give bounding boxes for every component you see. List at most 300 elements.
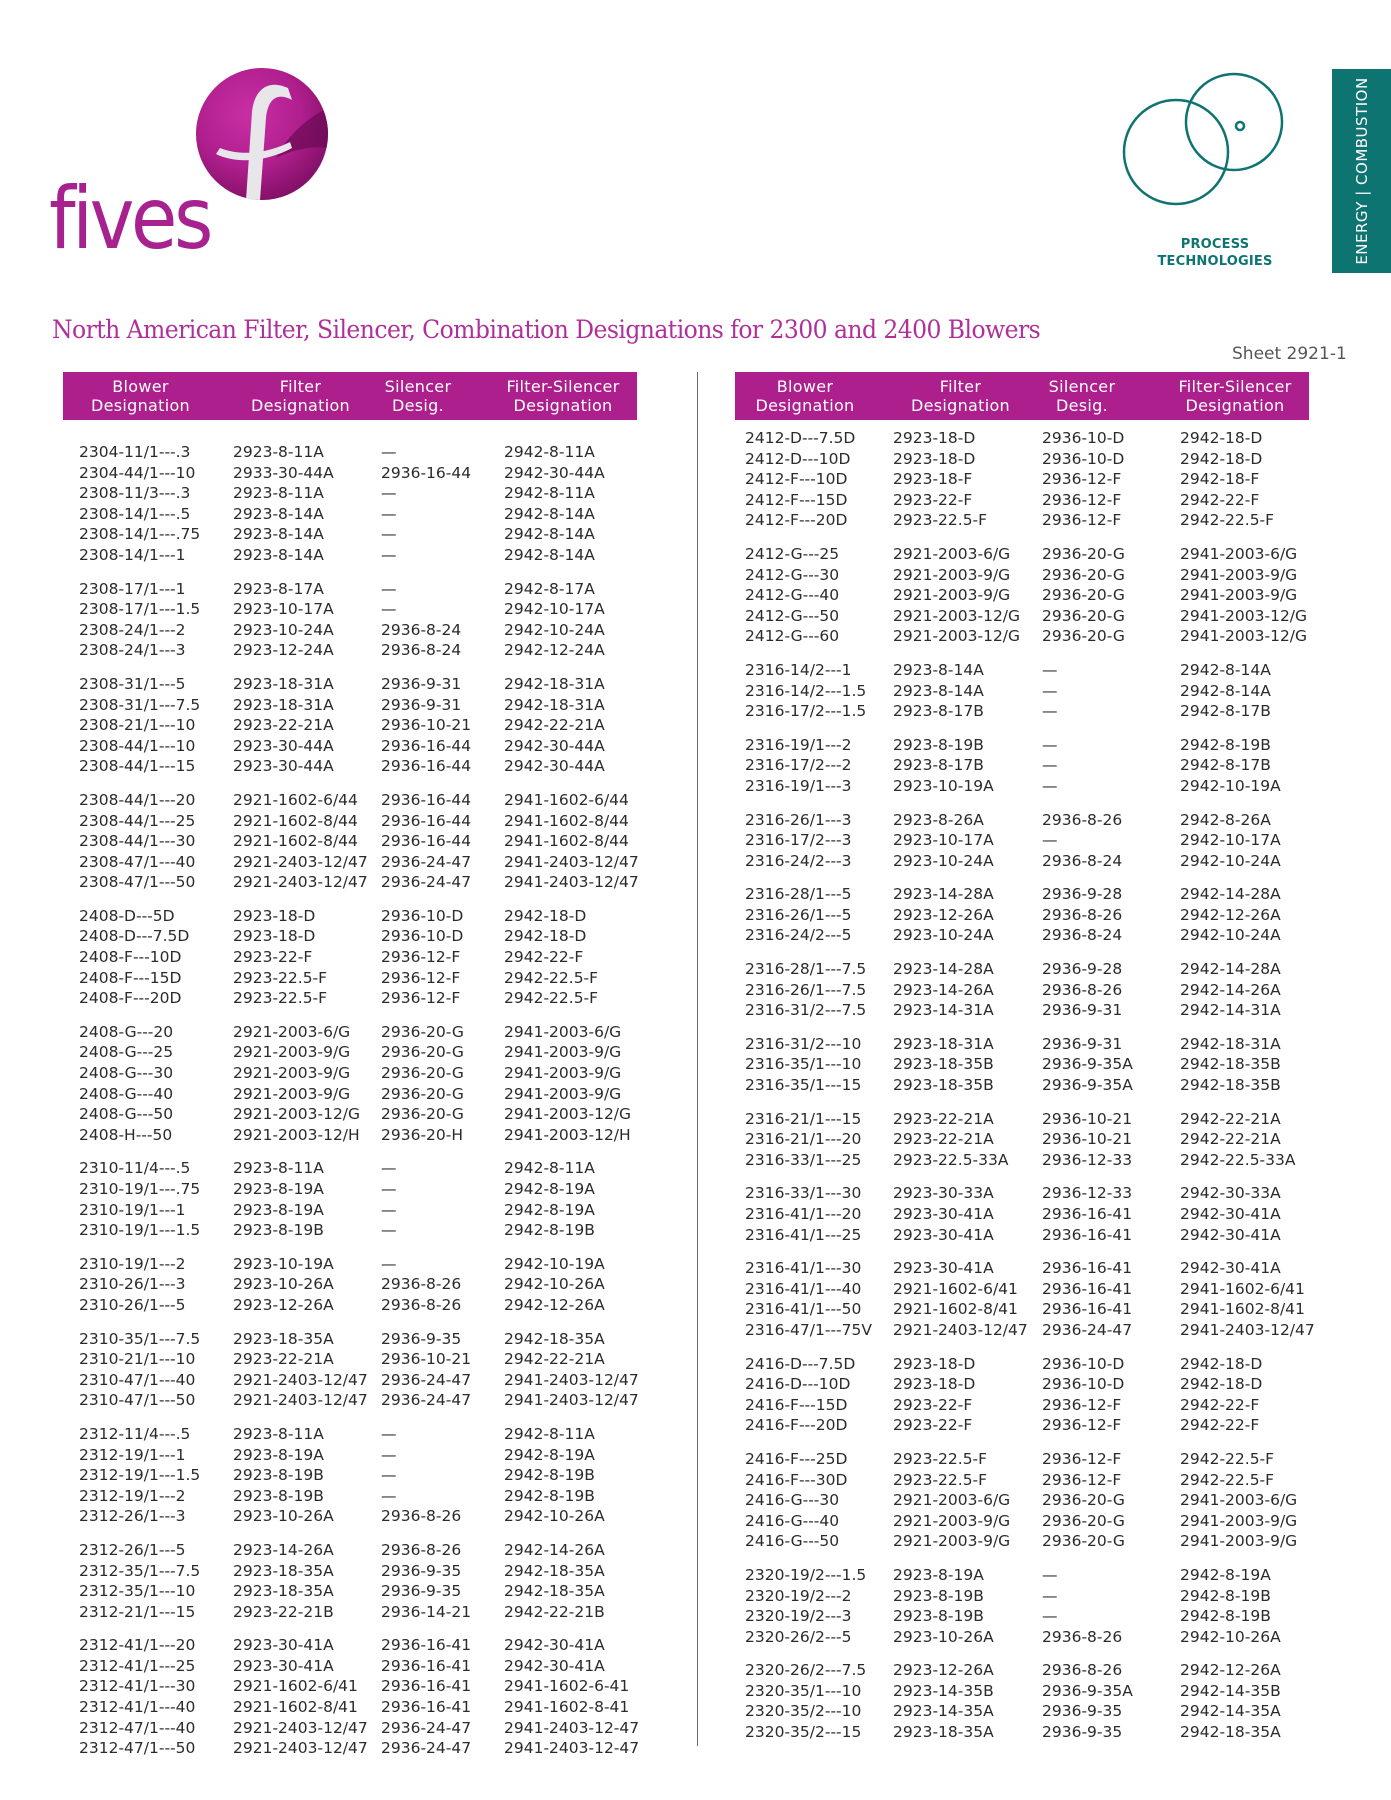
table-row xyxy=(63,926,637,947)
blower-designation-cell: 2312-11/4---.5 xyxy=(79,1424,191,1443)
table-row xyxy=(735,1395,1309,1416)
table-row xyxy=(735,428,1309,449)
filter-designation-cell: 2923-10-19A xyxy=(233,1254,334,1273)
silencer-designation-cell: 2936-9-35A xyxy=(1042,1681,1133,1700)
table-row xyxy=(63,1718,640,1739)
filter-silencer-designation-cell: 2942-14-28A xyxy=(1180,960,1281,979)
silencer-designation-cell: 2936-20-G xyxy=(1042,544,1125,563)
row-group xyxy=(63,1424,637,1527)
filter-silencer-designation-cell: 2941-1602-8/41 xyxy=(1180,1300,1305,1319)
filter-designation-cell: 2923-30-41A xyxy=(233,1636,334,1655)
blower-designation-cell: 2316-19/1---3 xyxy=(745,776,852,795)
filter-designation-cell: 2921-2403-12/47 xyxy=(233,1370,368,1389)
filter-silencer-designation-cell: 2942-14-31A xyxy=(1180,1001,1281,1020)
silencer-designation-cell: 2936-9-28 xyxy=(1042,885,1123,904)
silencer-designation-cell: 2936-9-35 xyxy=(1042,1723,1123,1742)
silencer-designation-cell: 2936-20-G xyxy=(381,1105,464,1124)
energy-combustion-tab xyxy=(1332,69,1391,273)
filter-designation-cell: 2923-8-19A xyxy=(233,1180,324,1198)
row-group xyxy=(735,1354,1309,1436)
filter-silencer-designation-cell: 2942-18-D xyxy=(1180,1375,1263,1394)
blower-designation-cell: 2412-G---40 xyxy=(745,586,840,605)
blower-designation-cell: 2312-26/1---5 xyxy=(79,1540,186,1559)
silencer-designation-cell: 2936-24-47 xyxy=(381,873,472,892)
row-group xyxy=(63,1254,637,1316)
blower-designation-cell: 2310-19/1---1 xyxy=(79,1200,186,1219)
blower-designation-cell: 2412-F---10D xyxy=(745,470,848,489)
table-row xyxy=(63,1506,637,1527)
filter-designation-cell: 2921-2403-12/47 xyxy=(893,1320,1028,1339)
silencer-designation-cell: 2936-24-47 xyxy=(381,1718,472,1737)
table-row xyxy=(63,1697,637,1718)
filter-designation-cell: 2923-10-24A xyxy=(893,926,994,945)
filter-designation-cell: 2923-10-26A xyxy=(233,1275,334,1294)
filter-silencer-designation-cell: 2942-22-21A xyxy=(1180,1130,1281,1149)
blower-designation-cell: 2308-44/1---20 xyxy=(79,790,196,809)
blower-designation-cell: 2316-26/1---5 xyxy=(745,905,852,924)
silencer-designation-cell: 2936-10-D xyxy=(1042,429,1125,447)
silencer-designation-cell: 2936-20-G xyxy=(381,1043,464,1062)
process-technologies-circles-icon xyxy=(1120,70,1310,230)
silencer-designation-cell: 2936-16-44 xyxy=(381,790,472,809)
blower-designation-cell: 2310-21/1---10 xyxy=(79,1350,196,1369)
filter-silencer-designation-cell: 2942-8-19B xyxy=(1180,1607,1271,1626)
blower-designation-cell: 2316-21/1---20 xyxy=(745,1130,862,1149)
blower-designation-cell: 2412-G---60 xyxy=(745,627,840,646)
blower-designation-cell: 2316-17/2---1.5 xyxy=(745,702,867,721)
table-header xyxy=(63,372,637,420)
table-row xyxy=(735,884,1309,905)
silencer-designation-cell: 2936-8-26 xyxy=(1042,1661,1123,1680)
blower-designation-cell: 2308-44/1---10 xyxy=(79,736,196,755)
filter-designation-cell: 2923-30-33A xyxy=(893,1184,994,1203)
table-row xyxy=(63,1295,637,1316)
silencer-designation-cell: — xyxy=(381,1200,397,1219)
table-row xyxy=(735,1320,1315,1341)
filter-silencer-designation-cell: 2942-18-31A xyxy=(1180,1034,1281,1053)
filter-designation-cell: 2921-1602-8/41 xyxy=(893,1300,1018,1319)
table-row xyxy=(63,1486,637,1507)
blower-designation-cell: 2308-47/1---50 xyxy=(79,873,196,892)
silencer-designation-cell: 2936-12-33 xyxy=(1042,1150,1133,1169)
filter-silencer-designation-cell: 2942-10-19A xyxy=(1180,776,1281,795)
filter-designation-cell: 2921-1602-6/44 xyxy=(233,790,358,809)
filter-silencer-designation-cell: 2941-2003-9/G xyxy=(504,1043,622,1062)
blower-designation-cell: 2308-44/1---30 xyxy=(79,832,196,851)
filter-silencer-designation-cell: 2942-22.5-F xyxy=(1180,511,1275,530)
filter-designation-cell: 2923-18-31A xyxy=(233,695,334,714)
filter-silencer-designation-cell: 2941-2403-12/47 xyxy=(504,1370,639,1389)
filter-silencer-designation-cell: 2941-2003-12/G xyxy=(504,1105,632,1124)
filter-designation-cell: 2923-18-35A xyxy=(893,1723,994,1742)
silencer-designation-cell: 2936-8-26 xyxy=(1042,980,1123,999)
filter-designation-cell: 2923-8-19B xyxy=(893,1586,984,1605)
silencer-designation-cell: — xyxy=(1042,681,1058,700)
silencer-designation-cell: — xyxy=(381,1466,397,1485)
filter-silencer-designation-cell: 2942-8-17B xyxy=(1180,756,1271,775)
filter-designation-cell: 2923-18-35A xyxy=(233,1329,334,1348)
table-row xyxy=(63,483,637,504)
filter-silencer-designation-cell: 2942-18-35B xyxy=(1180,1055,1281,1074)
silencer-designation-cell: 2936-10-D xyxy=(381,927,464,946)
blower-designation-cell: 2316-21/1---15 xyxy=(745,1109,862,1128)
filter-designation-cell: 2923-8-17B xyxy=(893,702,984,721)
filter-designation-cell: 2923-12-26A xyxy=(233,1295,334,1314)
table-row xyxy=(735,1531,1309,1552)
table-row xyxy=(735,1075,1309,1096)
table-row xyxy=(735,585,1309,606)
blower-designation-cell: 2408-G---20 xyxy=(79,1022,174,1041)
filter-designation-cell: 2923-8-11A xyxy=(233,1424,324,1443)
filter-designation-cell: 2923-18-35B xyxy=(893,1055,994,1074)
blower-designation-cell: 2316-35/1---10 xyxy=(745,1055,862,1074)
filter-designation-cell: 2923-8-19B xyxy=(233,1466,324,1485)
filter-silencer-designation-cell: 2942-18-35B xyxy=(1180,1076,1281,1095)
silencer-designation-cell: 2936-16-41 xyxy=(381,1656,472,1675)
blower-designation-cell: 2316-31/2---10 xyxy=(745,1034,862,1053)
filter-designation-cell: 2923-22-F xyxy=(893,490,973,509)
filter-silencer-designation-cell: 2941-1602-6/41 xyxy=(1180,1279,1305,1298)
table-row xyxy=(63,599,637,620)
filter-designation-cell: 2923-18-D xyxy=(233,906,316,925)
blower-designation-cell: 2416-D---7.5D xyxy=(745,1354,856,1373)
row-group xyxy=(735,660,1309,722)
filter-designation-cell: 2923-18-D xyxy=(893,1354,976,1373)
filter-silencer-designation-cell: 2942-8-19A xyxy=(504,1445,595,1464)
filter-silencer-designation-cell: 2942-22.5-F xyxy=(1180,1470,1275,1489)
blower-designation-cell: 2408-F---15D xyxy=(79,968,182,987)
silencer-designation-cell: 2936-10-D xyxy=(1042,1354,1125,1373)
filter-silencer-designation-cell: 2942-8-11A xyxy=(504,443,595,461)
filter-designation-cell: 2921-2003-6/G xyxy=(893,544,1011,563)
table-row xyxy=(63,1656,637,1677)
blower-designation-cell: 2310-19/1---1.5 xyxy=(79,1221,201,1240)
blower-designation-cell: 2320-35/2---10 xyxy=(745,1702,862,1721)
blower-designation-cell: 2308-11/3---.3 xyxy=(79,484,191,503)
table-row xyxy=(63,947,637,968)
row-group xyxy=(735,884,1309,946)
header-silencer-designation: Silencer Desig. xyxy=(384,377,452,415)
blower-designation-cell: 2412-F---20D xyxy=(745,511,848,530)
silencer-designation-cell: — xyxy=(1042,735,1058,754)
table-row xyxy=(735,1606,1309,1627)
blower-designation-cell: 2416-F---25D xyxy=(745,1449,848,1468)
filter-designation-cell: 2923-8-17A xyxy=(233,579,324,598)
filter-designation-cell: 2921-1602-6/41 xyxy=(233,1677,358,1696)
filter-designation-cell: 2921-2003-9/G xyxy=(233,1043,351,1062)
silencer-designation-cell: 2936-16-41 xyxy=(1042,1225,1133,1244)
table-row xyxy=(63,1084,637,1105)
row-group xyxy=(735,1565,1309,1647)
blower-designation-cell: 2316-41/1---20 xyxy=(745,1205,862,1223)
row-group xyxy=(735,1034,1309,1096)
table-row xyxy=(63,1158,637,1179)
blower-designation-cell: 2304-11/1---.3 xyxy=(79,443,191,461)
table-row xyxy=(63,1063,637,1084)
filter-silencer-designation-cell: 2942-22-F xyxy=(1180,1416,1260,1435)
filter-designation-cell: 2923-22.5-F xyxy=(893,511,988,530)
filter-designation-cell: 2923-14-28A xyxy=(893,960,994,979)
side-tab-label: ENERGY | COMBUSTION xyxy=(1352,77,1371,265)
silencer-designation-cell: 2936-20-H xyxy=(381,1125,464,1144)
table-row xyxy=(63,1465,637,1486)
filter-designation-cell: 2923-8-14A xyxy=(233,525,324,544)
filter-designation-cell: 2921-2003-12/G xyxy=(893,606,1021,625)
filter-designation-cell: 2923-30-41A xyxy=(893,1225,994,1244)
silencer-designation-cell: 2936-24-47 xyxy=(1042,1320,1133,1339)
table-row xyxy=(735,1354,1309,1375)
filter-silencer-designation-cell: 2942-30-41A xyxy=(1180,1205,1281,1223)
filter-silencer-designation-cell: 2942-22.5-F xyxy=(504,989,599,1008)
filter-designation-cell: 2923-18-D xyxy=(233,927,316,946)
filter-silencer-designation-cell: 2942-22-21A xyxy=(504,1350,605,1369)
silencer-designation-cell: 2936-10-21 xyxy=(381,1350,472,1369)
table-row xyxy=(63,1022,637,1043)
table-row xyxy=(735,1054,1309,1075)
filter-silencer-designation-cell: 2942-8-14A xyxy=(1180,660,1271,679)
silencer-designation-cell: 2936-9-31 xyxy=(1042,1034,1123,1053)
filter-designation-cell: 2923-22.5-F xyxy=(893,1449,988,1468)
silencer-designation-cell: 2936-16-41 xyxy=(1042,1300,1133,1319)
silencer-designation-cell: 2936-16-44 xyxy=(381,811,472,830)
filter-designation-cell: 2921-2003-9/G xyxy=(893,1511,1011,1530)
blower-designation-cell: 2316-26/1---7.5 xyxy=(745,980,867,999)
silencer-designation-cell: — xyxy=(1042,831,1058,850)
filter-silencer-designation-cell: 2942-12-26A xyxy=(1180,1661,1281,1680)
silencer-designation-cell: — xyxy=(1042,702,1058,721)
filter-designation-cell: 2923-10-17A xyxy=(233,600,334,619)
header-filter-silencer-designation: Filter-Silencer Designation xyxy=(1178,377,1292,415)
sheet-number: Sheet 2921-1 xyxy=(1232,344,1347,364)
silencer-designation-cell: — xyxy=(381,545,397,564)
filter-designation-cell: 2921-2003-12/G xyxy=(233,1105,361,1124)
silencer-designation-cell: 2936-9-31 xyxy=(381,674,462,693)
filter-designation-cell: 2921-1602-8/44 xyxy=(233,811,358,830)
blower-designation-cell: 2310-47/1---40 xyxy=(79,1370,196,1389)
filter-silencer-designation-cell: 2942-22-F xyxy=(1180,490,1260,509)
table-row xyxy=(63,1042,637,1063)
filter-silencer-designation-cell: 2942-22.5-F xyxy=(1180,1449,1275,1468)
row-group xyxy=(63,579,637,661)
blower-designation-cell: 2316-19/1---2 xyxy=(745,735,852,754)
silencer-designation-cell: 2936-8-26 xyxy=(381,1275,462,1294)
blower-designation-cell: 2320-35/2---15 xyxy=(745,1723,862,1742)
filter-designation-cell: 2921-2003-6/G xyxy=(233,1022,351,1041)
filter-designation-cell: 2923-22-21B xyxy=(233,1602,334,1621)
table-row xyxy=(63,756,637,777)
filter-silencer-designation-cell: 2941-2003-9/G xyxy=(1180,1532,1298,1551)
silencer-designation-cell: — xyxy=(1042,1565,1058,1584)
silencer-designation-cell: — xyxy=(381,1159,397,1178)
table-row xyxy=(63,906,637,927)
table-row xyxy=(63,1738,640,1759)
filter-silencer-designation-cell: 2941-1602-8/44 xyxy=(504,811,629,830)
blower-designation-cell: 2412-D---10D xyxy=(745,449,851,468)
silencer-designation-cell: — xyxy=(381,579,397,598)
blower-designation-cell: 2310-35/1---7.5 xyxy=(79,1329,201,1348)
filter-designation-cell: 2923-30-41A xyxy=(893,1259,994,1278)
header-filter-silencer-designation: Filter-Silencer Designation xyxy=(506,377,620,415)
blower-designation-cell: 2408-G---25 xyxy=(79,1043,174,1062)
filter-designation-cell: 2923-18-F xyxy=(893,470,973,489)
filter-designation-cell: 2921-2403-12/47 xyxy=(233,1739,368,1758)
filter-silencer-designation-cell: 2942-18-35A xyxy=(504,1329,605,1348)
blower-designation-cell: 2308-17/1---1.5 xyxy=(79,600,201,619)
filter-designation-cell: 2923-8-19B xyxy=(893,1607,984,1626)
silencer-designation-cell: 2936-12-F xyxy=(1042,470,1122,489)
filter-silencer-designation-cell: 2941-2003-9/G xyxy=(1180,586,1298,605)
blower-designation-cell: 2320-19/2---1.5 xyxy=(745,1565,867,1584)
blower-designation-cell: 2310-19/1---2 xyxy=(79,1254,186,1273)
blower-designation-cell: 2316-31/2---7.5 xyxy=(745,1001,867,1020)
filter-designation-cell: 2923-8-11A xyxy=(233,484,324,503)
blower-designation-cell: 2316-33/1---30 xyxy=(745,1184,862,1203)
header-silencer-designation: Silencer Desig. xyxy=(1048,377,1116,415)
blower-designation-cell: 2316-41/1---30 xyxy=(745,1259,862,1278)
blower-designation-cell: 2416-F---15D xyxy=(745,1395,848,1414)
silencer-designation-cell: 2936-12-F xyxy=(381,948,461,967)
filter-silencer-designation-cell: 2942-8-19B xyxy=(504,1466,595,1485)
filter-designation-cell: 2923-10-24A xyxy=(893,851,994,870)
table-row xyxy=(63,736,637,757)
filter-silencer-designation-cell: 2942-22.5-F xyxy=(504,968,599,987)
filter-silencer-designation-cell: 2942-8-14A xyxy=(1180,681,1271,700)
header-filter-designation: Filter Designation xyxy=(911,377,1010,415)
blower-designation-cell: 2312-19/1---1.5 xyxy=(79,1466,201,1485)
silencer-designation-cell: 2936-16-41 xyxy=(1042,1205,1133,1223)
silencer-designation-cell: 2936-24-47 xyxy=(381,1370,472,1389)
silencer-designation-cell: 2936-9-28 xyxy=(1042,960,1123,979)
table-row xyxy=(63,988,637,1009)
filter-silencer-designation-cell: 2941-2003-6/G xyxy=(1180,544,1298,563)
table-row xyxy=(735,1129,1309,1150)
row-group xyxy=(735,1183,1309,1245)
filter-silencer-designation-cell: 2942-12-24A xyxy=(504,641,605,660)
silencer-designation-cell: 2936-20-G xyxy=(1042,586,1125,605)
filter-silencer-designation-cell: 2942-30-41A xyxy=(504,1636,605,1655)
silencer-designation-cell: 2936-10-21 xyxy=(1042,1130,1133,1149)
silencer-designation-cell: — xyxy=(1042,660,1058,679)
table-row xyxy=(735,1415,1309,1436)
header-filter-designation: Filter Designation xyxy=(251,377,350,415)
blower-designation-cell: 2416-G---50 xyxy=(745,1532,840,1551)
filter-silencer-designation-cell: 2941-2003-9/G xyxy=(504,1084,622,1103)
filter-silencer-designation-cell: 2941-2003-9/G xyxy=(1180,565,1298,584)
row-group xyxy=(63,1158,637,1240)
filter-silencer-designation-cell: 2942-22.5-33A xyxy=(1180,1150,1296,1169)
blower-designation-cell: 2308-47/1---40 xyxy=(79,852,196,871)
filter-designation-cell: 2923-8-19B xyxy=(233,1221,324,1240)
table-body xyxy=(63,442,640,1759)
table-row xyxy=(735,701,1309,722)
row-group xyxy=(735,810,1309,872)
silencer-designation-cell: 2936-24-47 xyxy=(381,1739,472,1758)
process-technologies-logo xyxy=(1120,70,1310,280)
filter-designation-cell: 2923-10-26A xyxy=(893,1627,994,1646)
filter-silencer-designation-cell: 2941-2003-9/G xyxy=(504,1064,622,1083)
silencer-designation-cell: 2936-10-D xyxy=(381,906,464,925)
filter-silencer-designation-cell: 2942-8-26A xyxy=(1180,810,1271,829)
filter-silencer-designation-cell: 2942-10-24A xyxy=(1180,851,1281,870)
table-row xyxy=(735,1204,1309,1225)
filter-designation-cell: 2923-18-D xyxy=(893,449,976,468)
filter-designation-cell: 2923-14-31A xyxy=(893,1001,994,1020)
blower-designation-cell: 2308-44/1---25 xyxy=(79,811,196,830)
silencer-designation-cell: 2936-8-24 xyxy=(381,641,462,660)
silencer-designation-cell: 2936-9-35 xyxy=(381,1582,462,1601)
filter-silencer-designation-cell: 2941-2003-12/G xyxy=(1180,627,1308,646)
blower-designation-cell: 2316-28/1---5 xyxy=(745,885,852,904)
filter-designation-cell: 2923-8-26A xyxy=(893,810,984,829)
silencer-designation-cell: 2936-16-44 xyxy=(381,832,472,851)
silencer-designation-cell: 2936-16-41 xyxy=(381,1698,472,1717)
filter-designation-cell: 2923-14-35A xyxy=(893,1702,994,1721)
blower-designation-cell: 2412-D---7.5D xyxy=(745,429,856,447)
table-row xyxy=(735,449,1309,470)
filter-silencer-designation-cell: 2942-8-17A xyxy=(504,579,595,598)
silencer-designation-cell: — xyxy=(1042,756,1058,775)
filter-silencer-designation-cell: 2942-18-D xyxy=(504,927,587,946)
silencer-designation-cell: — xyxy=(381,484,397,503)
filter-silencer-designation-cell: 2942-12-26A xyxy=(504,1295,605,1314)
filter-designation-cell: 2923-12-26A xyxy=(893,1661,994,1680)
filter-designation-cell: 2923-12-24A xyxy=(233,641,334,660)
table-row xyxy=(63,1540,637,1561)
filter-silencer-designation-cell: 2942-18-D xyxy=(504,906,587,925)
table-row xyxy=(735,1258,1309,1279)
filter-silencer-designation-cell: 2942-14-35B xyxy=(1180,1681,1281,1700)
filter-designation-cell: 2923-18-31A xyxy=(893,1034,994,1053)
blower-designation-cell: 2316-17/2---2 xyxy=(745,756,852,775)
table-row xyxy=(735,1150,1309,1171)
blower-designation-cell: 2416-F---20D xyxy=(745,1416,848,1435)
blower-designation-cell: 2312-35/1---7.5 xyxy=(79,1561,201,1580)
header-blower-designation: Blower Designation xyxy=(91,377,190,415)
silencer-designation-cell: 2936-10-D xyxy=(1042,449,1125,468)
blower-designation-cell: 2316-41/1---25 xyxy=(745,1225,862,1244)
blower-designation-cell: 2408-H---50 xyxy=(79,1125,173,1144)
filter-designation-cell: 2923-22.5-F xyxy=(233,989,328,1008)
silencer-designation-cell: — xyxy=(381,1221,397,1240)
filter-silencer-designation-cell: 2942-8-14A xyxy=(504,545,595,564)
filter-silencer-designation-cell: 2941-1602-6-41 xyxy=(504,1677,630,1696)
filter-silencer-designation-cell: 2942-18-D xyxy=(1180,429,1263,447)
filter-silencer-designation-cell: 2942-18-F xyxy=(1180,470,1260,489)
blower-designation-cell: 2310-11/4---.5 xyxy=(79,1159,191,1178)
row-group xyxy=(63,1540,637,1622)
blower-designation-cell: 2316-26/1---3 xyxy=(745,810,852,829)
silencer-designation-cell: 2936-9-35A xyxy=(1042,1076,1133,1095)
row-group xyxy=(735,735,1309,797)
blower-designation-cell: 2412-G---30 xyxy=(745,565,840,584)
filter-silencer-designation-cell: 2942-8-14A xyxy=(504,525,595,544)
filter-silencer-designation-cell: 2941-2003-6/G xyxy=(504,1022,622,1041)
row-group xyxy=(63,1022,637,1146)
silencer-designation-cell: 2936-8-26 xyxy=(381,1540,462,1559)
table-row xyxy=(735,510,1309,531)
filter-designation-cell: 2923-10-26A xyxy=(233,1507,334,1526)
row-group xyxy=(63,790,637,893)
filter-silencer-designation-cell: 2942-8-19B xyxy=(504,1486,595,1505)
filter-designation-cell: 2923-14-35B xyxy=(893,1681,994,1700)
silencer-designation-cell: — xyxy=(381,600,397,619)
blower-designation-cell: 2312-41/1---20 xyxy=(79,1636,196,1655)
table-row xyxy=(735,469,1309,490)
filter-designation-cell: 2923-8-14A xyxy=(233,504,324,523)
blower-designation-cell: 2320-26/2---5 xyxy=(745,1627,852,1646)
blower-designation-cell: 2310-47/1---50 xyxy=(79,1391,196,1410)
silencer-designation-cell: — xyxy=(1042,776,1058,795)
